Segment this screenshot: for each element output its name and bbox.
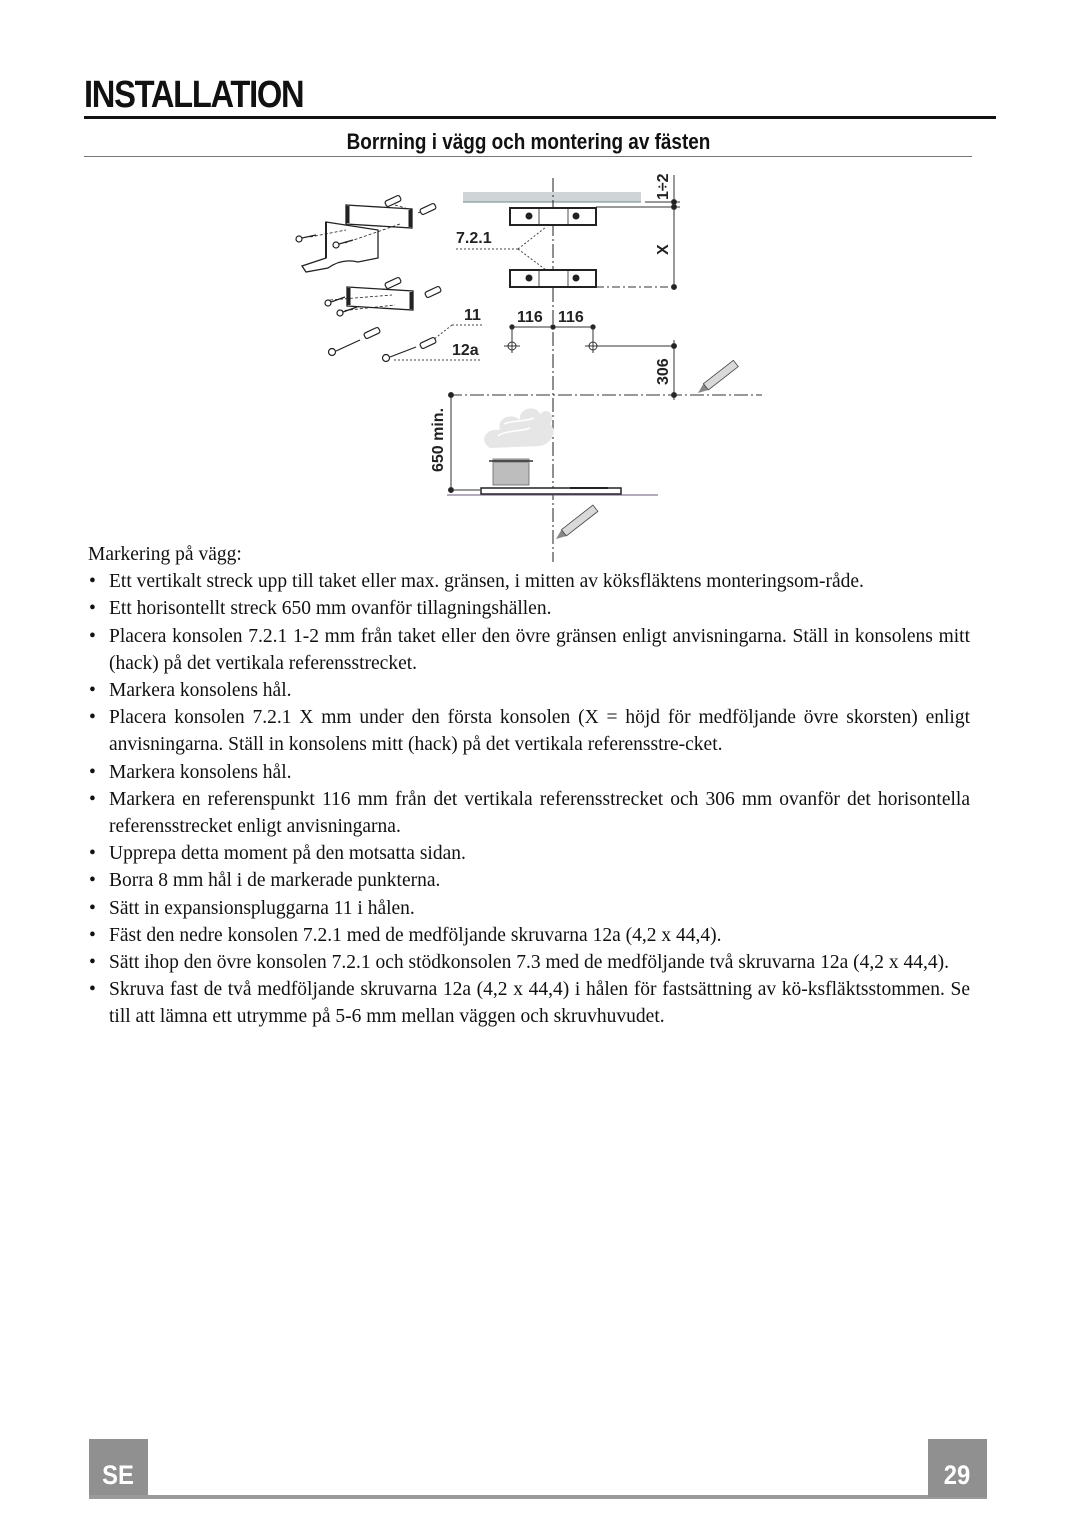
bullet-icon: • bbox=[89, 897, 96, 919]
ceiling bbox=[463, 192, 641, 202]
step-list bbox=[88, 568, 970, 1030]
step-text: Placera konsolen 7.2.1 X mm under den första konsolen (X = höjd för medföljande övre skorsten) enligt anvisningarna. Ställ in konsolens mitt (hack) på det vertikala referensstre-cket. bbox=[109, 707, 970, 756]
list-item bbox=[88, 840, 970, 867]
step-text: Sätt ihop den övre konsolen 7.2.1 och stödkonsolen 7.3 med de medföljande två skruvarna 12a (4,2 x 44,4). bbox=[109, 952, 949, 974]
language-badge bbox=[89, 1439, 148, 1497]
bullet-icon: • bbox=[89, 870, 96, 892]
bracket-front-view bbox=[510, 208, 596, 225]
step-text: Markera en referenspunkt 116 mm från det vertikala referensstrecket och 306 mm ovanför det horisontella referensstrecket enligt anvisningarna. bbox=[109, 788, 970, 838]
list-item bbox=[88, 786, 970, 840]
step-text: Ett horisontellt streck 650 mm ovanför tillagningshällen. bbox=[109, 598, 552, 620]
step-text: Ett vertikalt streck upp till taket eller max. gränsen, i mitten av köksfläktens monteringsom-råde. bbox=[109, 571, 864, 593]
label-offset-left: 116 bbox=[517, 309, 543, 326]
list-item bbox=[88, 677, 970, 704]
language-code: SE bbox=[102, 1460, 135, 1490]
bracket-assembly-illustration bbox=[302, 205, 430, 311]
pencil-icon bbox=[696, 360, 739, 396]
list-item bbox=[88, 759, 970, 786]
installation-diagram bbox=[280, 160, 780, 570]
bracket-front-view bbox=[510, 270, 596, 287]
label-plug: 11 bbox=[464, 307, 481, 324]
page-number-badge bbox=[928, 1439, 987, 1497]
instructions bbox=[88, 541, 970, 1031]
list-item bbox=[88, 595, 970, 622]
label-screw: 12a bbox=[452, 342, 479, 359]
list-item bbox=[88, 704, 970, 758]
bullet-icon: • bbox=[89, 707, 96, 729]
step-text: Placera konsolen 7.2.1 1-2 mm från taket eller den övre gränsen enligt anvisningarna. Ställ in konsolens mitt (hack) på det vertikala referensstrecket. bbox=[109, 625, 970, 674]
bullet-icon: • bbox=[89, 625, 96, 647]
section-divider bbox=[84, 156, 972, 157]
list-item bbox=[88, 922, 970, 949]
label-height-650: 650 min. bbox=[430, 407, 447, 472]
bullet-icon: • bbox=[89, 952, 96, 974]
pencil-icon bbox=[554, 505, 598, 542]
bullet-icon: • bbox=[89, 843, 96, 865]
list-item bbox=[88, 895, 970, 922]
page-number: 29 bbox=[944, 1460, 971, 1490]
label-gap-x: X bbox=[655, 244, 672, 255]
step-text: Sätt in expansionspluggarna 11 i hålen. bbox=[109, 897, 415, 919]
step-text: Markera konsolens hål. bbox=[109, 761, 292, 783]
section-heading-text: Borrning i vägg och montering av fästen bbox=[346, 129, 710, 154]
list-item bbox=[88, 949, 970, 976]
page-title: INSTALLATION bbox=[84, 74, 304, 116]
list-item bbox=[88, 867, 970, 894]
label-gap-top: 1÷2 bbox=[655, 173, 672, 200]
bullet-icon: • bbox=[89, 761, 96, 783]
step-text: Borra 8 mm hål i de markerade punkterna. bbox=[109, 870, 441, 892]
instructions-lead: Markering på vägg: bbox=[88, 544, 242, 565]
title-divider bbox=[84, 116, 996, 119]
bullet-icon: • bbox=[89, 571, 96, 593]
label-height-306: 306 bbox=[655, 358, 672, 385]
section-heading bbox=[84, 128, 972, 156]
bullet-icon: • bbox=[89, 788, 96, 810]
step-text: Upprepa detta moment på den motsatta sidan. bbox=[109, 843, 466, 865]
bullet-icon: • bbox=[89, 598, 96, 620]
list-item bbox=[88, 623, 970, 677]
label-offset-right: 116 bbox=[558, 309, 584, 326]
label-bracket: 7.2.1 bbox=[456, 230, 492, 247]
list-item bbox=[88, 568, 970, 595]
bullet-icon: • bbox=[89, 680, 96, 702]
step-text: Markera konsolens hål. bbox=[109, 680, 292, 702]
bullet-icon: • bbox=[89, 979, 96, 1001]
list-item bbox=[88, 976, 970, 1030]
footer-divider bbox=[89, 1495, 987, 1499]
step-text: Skruva fast de två medföljande skruvarna 12a (4,2 x 44,4) i hålen för fastsättning av kö-ksfläktsstommen. Se till att lämna ett utrymme på 5-6 mm mellan väggen och skruvhuvudet. bbox=[109, 979, 970, 1028]
bullet-icon: • bbox=[89, 924, 96, 946]
step-text: Fäst den nedre konsolen 7.2.1 med de medföljande skruvarna 12a (4,2 x 44,4). bbox=[109, 924, 722, 946]
